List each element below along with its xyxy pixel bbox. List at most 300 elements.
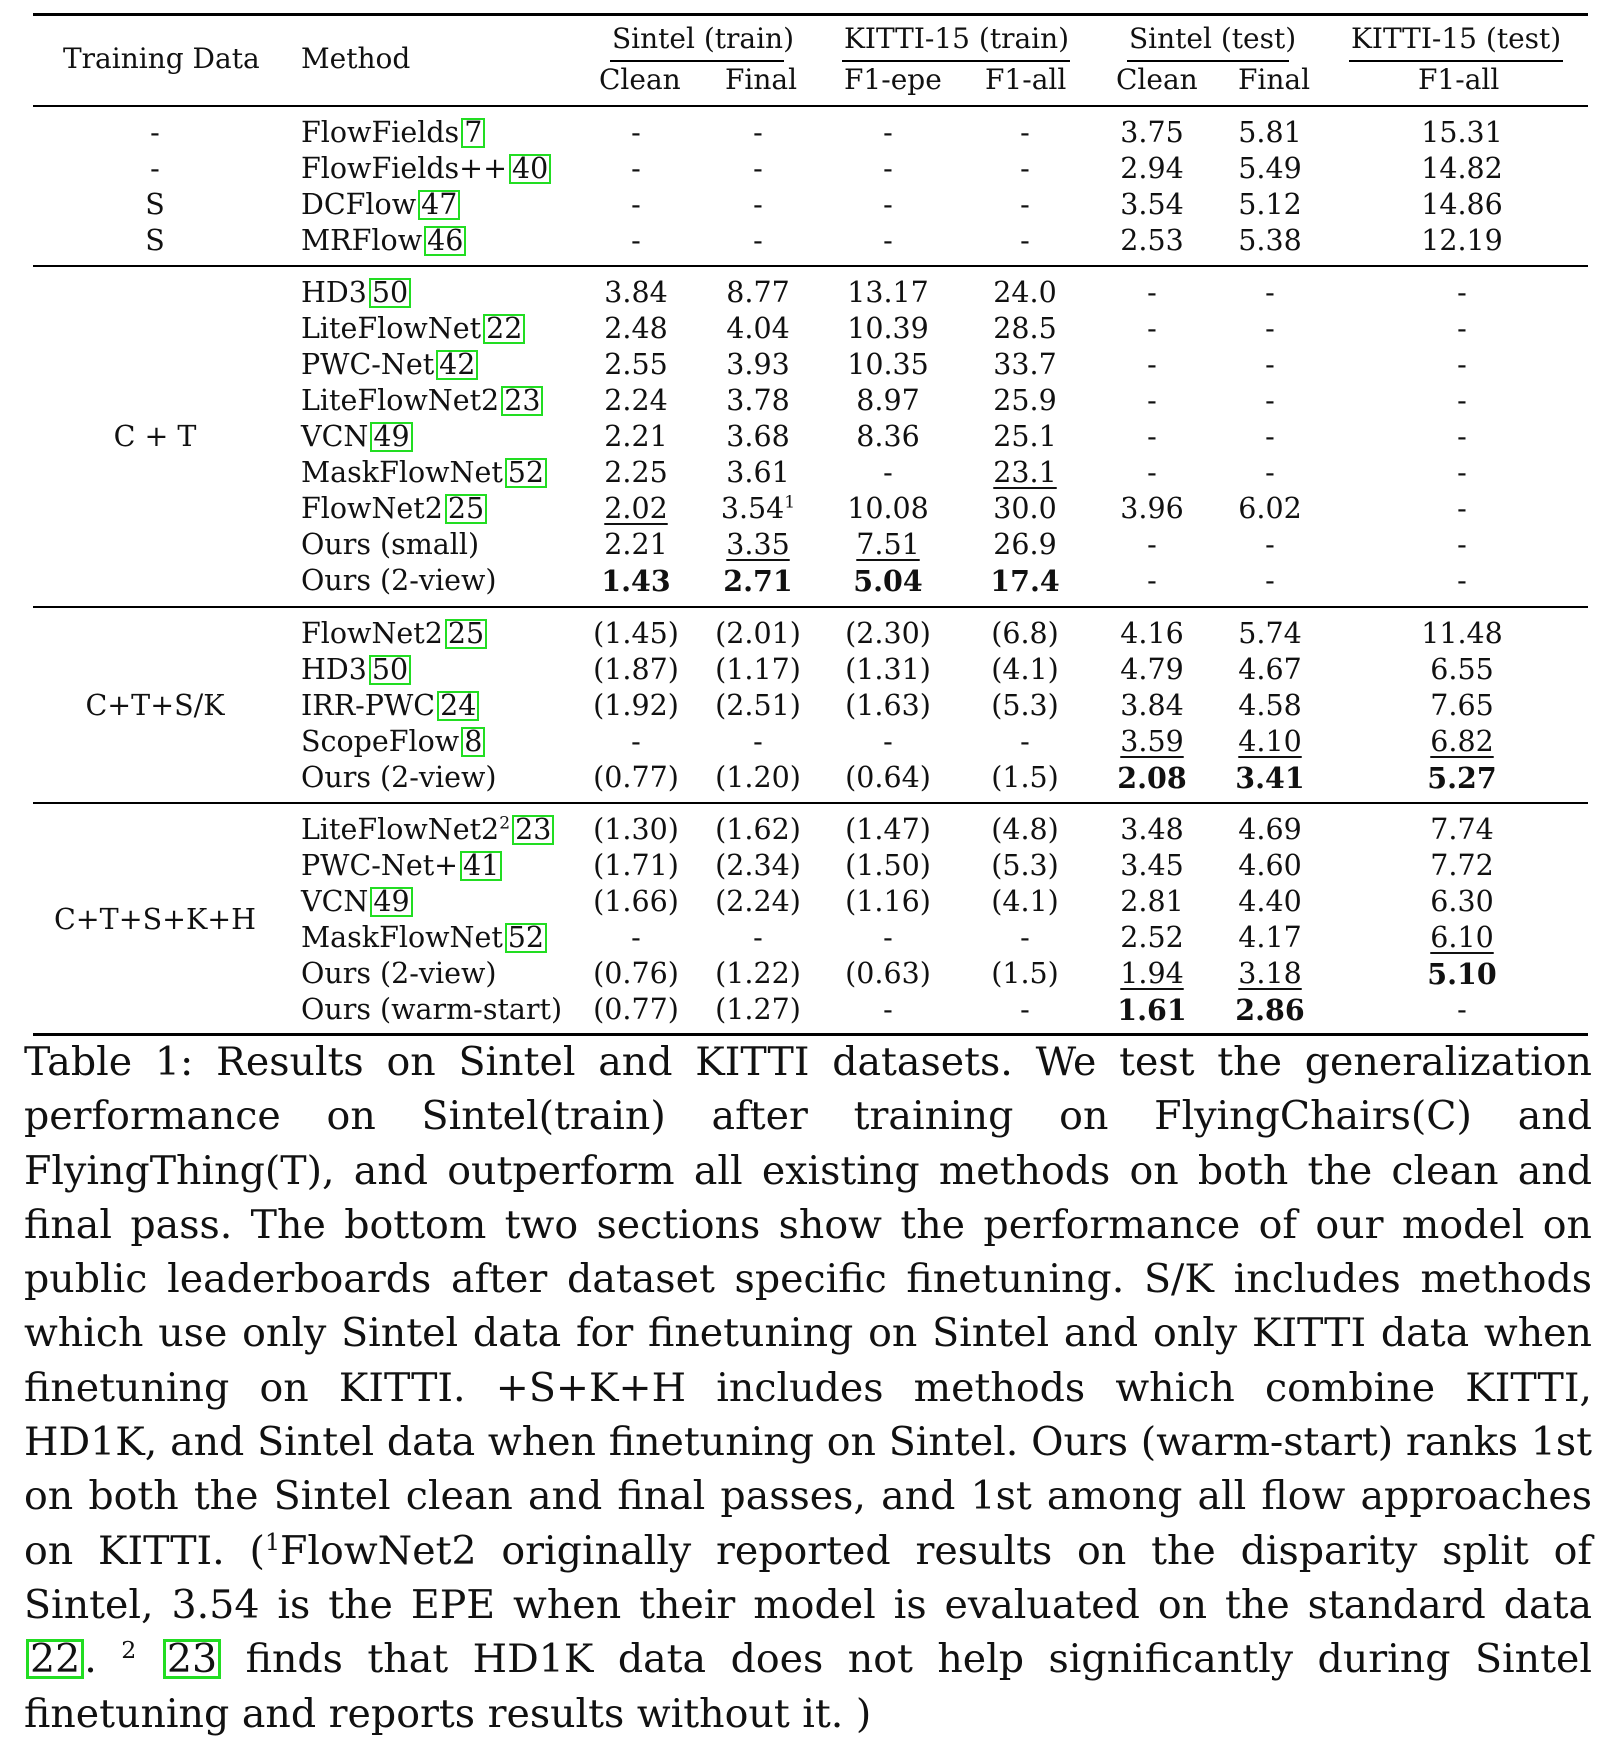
training-data-label: C+T+S+K+H xyxy=(53,903,257,936)
cell-value: 2.52 xyxy=(1120,921,1184,954)
cell-value: 6.30 xyxy=(1430,885,1494,918)
cell-value: - xyxy=(631,725,641,758)
citation-link[interactable]: 52 xyxy=(505,458,547,488)
cell-value: (0.77) xyxy=(593,761,679,794)
cell-value: 8.97 xyxy=(856,384,920,417)
cell-value: 2.55 xyxy=(604,348,668,381)
header-rule xyxy=(33,105,1588,107)
cell-value: - xyxy=(883,152,893,185)
method-name: DCFlow xyxy=(301,188,417,221)
cell-value: - xyxy=(883,224,893,257)
citation-link[interactable]: 22 xyxy=(26,1639,84,1679)
cell-value: 2.81 xyxy=(1120,885,1184,918)
cell-value: 14.82 xyxy=(1421,152,1503,185)
cell-value: 3.96 xyxy=(1120,492,1184,525)
cell-value: 2.48 xyxy=(604,312,668,345)
cell-value: 10.08 xyxy=(847,492,929,525)
citation-link[interactable]: 8 xyxy=(461,727,485,757)
table-cell xyxy=(1020,993,1030,1027)
caption-text xyxy=(136,1636,160,1682)
caption-footnote-mark: 2 xyxy=(121,1636,137,1665)
table-cell xyxy=(1430,653,1493,687)
citation-link[interactable]: 23 xyxy=(163,1639,221,1679)
cell-value: (1.50) xyxy=(845,849,931,882)
cell-value: 1.43 xyxy=(601,564,671,598)
table-cell xyxy=(1265,348,1275,382)
caption-text: . xyxy=(84,1636,122,1683)
header-group-line xyxy=(842,60,1070,62)
cell-value: (1.71) xyxy=(593,849,679,882)
cell-value: - xyxy=(1265,312,1275,345)
cell-value: (2.34) xyxy=(715,849,801,882)
cell-value: 3.18 xyxy=(1238,957,1302,990)
cell-value: (2.01) xyxy=(715,617,801,650)
cell-value: 7.65 xyxy=(1430,689,1494,722)
cell-value: (1.5) xyxy=(991,761,1059,794)
method-name: MRFlow xyxy=(301,224,423,257)
cell-value: - xyxy=(753,224,763,257)
table-cell xyxy=(715,813,801,847)
table-cell xyxy=(1238,617,1301,651)
cell-value: - xyxy=(1457,276,1467,309)
table-cell xyxy=(726,348,789,382)
cell-value: 2.94 xyxy=(1120,152,1184,185)
cell-value: 3.48 xyxy=(1120,813,1184,846)
cell-value: (4.8) xyxy=(991,813,1059,846)
cell-value: - xyxy=(1147,564,1157,597)
citation-link[interactable]: 47 xyxy=(418,190,460,220)
cell-value: - xyxy=(1020,921,1030,954)
cell-value: 3.54 xyxy=(720,492,785,525)
method-cell xyxy=(301,384,543,418)
cell-value: 15.31 xyxy=(1421,116,1503,149)
method-cell xyxy=(301,420,413,454)
table-cell xyxy=(753,188,763,222)
table-cell xyxy=(1020,725,1030,759)
training-data-label: C+T+S/K xyxy=(85,689,225,722)
cell-value: (1.30) xyxy=(593,813,679,846)
header-method: Method xyxy=(301,42,411,75)
table-cell xyxy=(604,312,667,346)
table-cell xyxy=(1147,384,1157,418)
table-cell xyxy=(1430,813,1493,847)
table-cell xyxy=(715,653,801,687)
table-cell xyxy=(1120,617,1183,651)
cell-value: - xyxy=(1457,456,1467,489)
citation-link[interactable]: 50 xyxy=(369,655,411,685)
table-cell xyxy=(715,689,801,723)
header-training-data: Training Data xyxy=(63,42,260,75)
cell-value: - xyxy=(1457,348,1467,381)
method-name: IRR-PWC xyxy=(301,689,436,722)
cell-value: - xyxy=(753,188,763,221)
cell-value: - xyxy=(1265,384,1275,417)
table-cell xyxy=(993,276,1056,310)
method-name: ScopeFlow xyxy=(301,725,460,758)
cell-value: 24.0 xyxy=(993,276,1057,309)
table-cell xyxy=(593,813,679,847)
cell-value: 6.55 xyxy=(1430,653,1494,686)
cell-value: 5.74 xyxy=(1238,617,1302,650)
cell-value: 2.24 xyxy=(604,384,668,417)
cell-value: 5.49 xyxy=(1238,152,1302,185)
cell-value: 2.08 xyxy=(1117,761,1187,795)
header-sub-clean: Clean xyxy=(1116,63,1198,96)
cell-value: - xyxy=(1147,348,1157,381)
cell-value: 4.67 xyxy=(1238,653,1302,686)
cell-value: - xyxy=(1265,564,1275,597)
table-cell xyxy=(993,492,1056,526)
table-cell xyxy=(593,761,679,795)
citation-link[interactable]: 52 xyxy=(505,923,547,953)
method-name: Ours (2-view) xyxy=(301,564,497,597)
cell-value: - xyxy=(631,224,641,257)
citation-link[interactable]: 25 xyxy=(445,619,487,649)
table-cell xyxy=(1120,885,1183,919)
table-cell xyxy=(853,564,922,598)
training-data-label: - xyxy=(150,116,160,149)
training-data-label: C + T xyxy=(113,420,197,453)
method-name: LiteFlowNet2 xyxy=(301,813,500,846)
header-group-line xyxy=(1127,60,1289,62)
method-cell xyxy=(301,276,411,310)
cell-value: 25.1 xyxy=(993,420,1057,453)
citation-link[interactable]: 49 xyxy=(370,422,412,452)
table-cell xyxy=(1238,725,1301,759)
cell-value: 4.60 xyxy=(1238,849,1302,882)
table-cell xyxy=(1265,276,1275,310)
method-name: FlowNet2 xyxy=(301,617,443,650)
cell-value: 7.74 xyxy=(1430,813,1494,846)
table-cell xyxy=(1238,849,1301,883)
table-cell xyxy=(1147,276,1157,310)
method-name: LiteFlowNet2 xyxy=(301,384,500,417)
cell-value: 4.17 xyxy=(1238,921,1302,954)
table-cell xyxy=(631,921,641,955)
table-cell xyxy=(721,492,795,526)
citation-link[interactable]: 23 xyxy=(501,386,543,416)
table-cell xyxy=(993,348,1056,382)
cell-value: 2.86 xyxy=(1235,993,1305,1027)
table-cell xyxy=(1147,312,1157,346)
table-cell xyxy=(845,813,931,847)
method-cell xyxy=(301,564,497,598)
table-cell xyxy=(1238,921,1301,955)
table-cell xyxy=(1421,116,1503,150)
table-caption xyxy=(24,1035,1592,1741)
header-group-sintel-test: Sintel (test) xyxy=(1129,22,1297,55)
cell-value: - xyxy=(883,188,893,221)
table-cell xyxy=(845,761,931,795)
table-cell xyxy=(1147,456,1157,490)
cell-value: 6.02 xyxy=(1238,492,1302,525)
table-cell xyxy=(604,420,667,454)
header-group-kitti-test: KITTI-15 (test) xyxy=(1351,22,1562,55)
method-cell xyxy=(301,152,551,186)
table-cell xyxy=(1238,152,1301,186)
method-name: FlowNet2 xyxy=(301,492,443,525)
citation-link[interactable]: 46 xyxy=(424,226,466,256)
cell-value: - xyxy=(1020,152,1030,185)
cell-value: 30.0 xyxy=(993,492,1057,525)
citation-link[interactable]: 25 xyxy=(445,494,487,524)
table-cell xyxy=(993,384,1056,418)
method-cell xyxy=(301,885,413,919)
cell-value: - xyxy=(883,116,893,149)
cell-value: (1.5) xyxy=(991,957,1059,990)
table-cell xyxy=(993,420,1056,454)
citation-link[interactable]: 24 xyxy=(437,691,479,721)
table-cell xyxy=(1238,224,1301,258)
table-cell xyxy=(1430,921,1493,955)
table-cell xyxy=(845,849,931,883)
table-cell xyxy=(1147,420,1157,454)
cell-value: - xyxy=(1265,348,1275,381)
cell-value: 11.48 xyxy=(1421,617,1503,650)
table-cell xyxy=(1265,312,1275,346)
table-cell xyxy=(1120,653,1183,687)
table-cell xyxy=(991,849,1059,883)
table-cell xyxy=(715,957,801,991)
table-cell xyxy=(1238,188,1301,222)
table-cell xyxy=(593,689,679,723)
cell-value: 3.84 xyxy=(604,276,668,309)
cell-value: 3.45 xyxy=(1120,849,1184,882)
table-cell xyxy=(1427,957,1496,991)
method-name: VCN xyxy=(301,420,369,453)
method-cell xyxy=(301,653,411,687)
table-cell xyxy=(753,152,763,186)
citation-link[interactable]: 40 xyxy=(509,154,551,184)
method-name: FlowFields++ xyxy=(301,152,507,185)
training-data-label: S xyxy=(145,224,165,257)
table-cell xyxy=(1457,993,1467,1027)
cell-value: 4.69 xyxy=(1238,813,1302,846)
cell-value: - xyxy=(1020,224,1030,257)
cell-value: - xyxy=(753,921,763,954)
table-cell xyxy=(1457,420,1467,454)
cell-value: 23.1 xyxy=(993,456,1057,489)
method-name: FlowFields xyxy=(301,116,460,149)
table-cell xyxy=(1421,617,1503,651)
cell-value: (1.16) xyxy=(845,885,931,918)
method-name: PWC-Net xyxy=(301,348,435,381)
table-cell xyxy=(1238,885,1301,919)
table-cell xyxy=(726,312,789,346)
table-cell xyxy=(726,528,789,562)
table-cell xyxy=(845,653,931,687)
table-cell xyxy=(593,849,679,883)
header-sub-f1-all: F1-all xyxy=(985,63,1067,96)
method-cell xyxy=(301,188,460,222)
cell-value: - xyxy=(1457,312,1467,345)
table-cell xyxy=(715,993,801,1027)
method-cell xyxy=(301,617,487,651)
header-sub-final: Final xyxy=(1238,63,1311,96)
cell-value: 3.59 xyxy=(1120,725,1184,758)
method-name: Ours (2-view) xyxy=(301,761,497,794)
table-cell xyxy=(1120,689,1183,723)
citation-link[interactable]: 49 xyxy=(370,887,412,917)
citation-link[interactable]: 42 xyxy=(436,350,478,380)
table-cell xyxy=(1238,957,1301,991)
cell-value: - xyxy=(1147,276,1157,309)
cell-value: (6.8) xyxy=(991,617,1059,650)
cell-value: (2.51) xyxy=(715,689,801,722)
table-cell xyxy=(883,188,893,222)
citation-link[interactable]: 23 xyxy=(512,815,554,845)
cell-value: 3.35 xyxy=(726,528,790,561)
cell-value: - xyxy=(883,993,893,1026)
table-cell xyxy=(715,849,801,883)
method-cell xyxy=(301,116,485,150)
table-cell xyxy=(1020,116,1030,150)
cell-value: - xyxy=(1265,528,1275,561)
top-rule xyxy=(33,13,1588,16)
cell-value: - xyxy=(883,456,893,489)
table-cell xyxy=(753,116,763,150)
cell-value: (1.47) xyxy=(845,813,931,846)
table-cell xyxy=(1020,921,1030,955)
table-cell xyxy=(1120,152,1183,186)
cell-value: 25.9 xyxy=(993,384,1057,417)
method-cell xyxy=(301,456,547,490)
table-cell xyxy=(1120,957,1183,991)
method-cell xyxy=(301,224,466,258)
table-cell xyxy=(1120,492,1183,526)
cell-value: (1.31) xyxy=(845,653,931,686)
table-cell xyxy=(593,993,679,1027)
table-cell xyxy=(1427,761,1496,795)
table-cell xyxy=(883,224,893,258)
method-cell xyxy=(301,957,497,991)
table-cell xyxy=(1117,761,1186,795)
table-cell xyxy=(847,276,929,310)
cell-value: - xyxy=(631,152,641,185)
footnote-mark: 1 xyxy=(784,492,796,513)
citation-link[interactable]: 41 xyxy=(460,851,502,881)
cell-value: (1.92) xyxy=(593,689,679,722)
cell-value: 2.53 xyxy=(1120,224,1184,257)
table-cell xyxy=(1457,384,1467,418)
table-cell xyxy=(1147,348,1157,382)
cell-value: 10.35 xyxy=(847,348,929,381)
cell-value: 33.7 xyxy=(993,348,1057,381)
section-rule-1 xyxy=(33,265,1588,267)
training-data-label: - xyxy=(150,152,160,185)
table-cell xyxy=(1265,384,1275,418)
cell-value: 4.16 xyxy=(1120,617,1184,650)
cell-value: 6.10 xyxy=(1430,921,1494,954)
table-cell xyxy=(847,312,929,346)
table-cell xyxy=(604,276,667,310)
citation-link[interactable]: 50 xyxy=(369,278,411,308)
cell-value: - xyxy=(1457,492,1467,525)
table-cell xyxy=(726,276,789,310)
cell-value: 12.19 xyxy=(1421,224,1503,257)
cell-value: 6.82 xyxy=(1430,725,1494,758)
method-cell xyxy=(301,348,478,382)
table-cell xyxy=(991,761,1059,795)
method-name: LiteFlowNet xyxy=(301,312,482,345)
cell-value: 17.4 xyxy=(990,564,1060,598)
cell-value: (1.87) xyxy=(593,653,679,686)
table-cell xyxy=(991,885,1059,919)
cell-value: - xyxy=(1147,528,1157,561)
cell-value: (0.64) xyxy=(845,761,931,794)
cell-value: 5.27 xyxy=(1427,761,1497,795)
cell-value: 1.94 xyxy=(1120,957,1184,990)
table-cell xyxy=(715,617,801,651)
citation-link[interactable]: 22 xyxy=(483,314,525,344)
cell-value: (5.3) xyxy=(991,849,1059,882)
cell-value: 5.81 xyxy=(1238,116,1302,149)
cell-value: 2.02 xyxy=(604,492,668,525)
table-cell xyxy=(1265,528,1275,562)
table-cell xyxy=(883,921,893,955)
cell-value: - xyxy=(1147,420,1157,453)
table-cell xyxy=(604,348,667,382)
table-cell xyxy=(593,885,679,919)
cell-value: 2.21 xyxy=(604,528,668,561)
method-name: PWC-Net+ xyxy=(301,849,459,882)
cell-value: (1.63) xyxy=(845,689,931,722)
table-cell xyxy=(1238,116,1301,150)
table-cell xyxy=(883,456,893,490)
table-cell xyxy=(1265,420,1275,454)
table-cell xyxy=(991,957,1059,991)
method-name: MaskFlowNet xyxy=(301,456,503,489)
method-cell xyxy=(301,725,485,759)
cell-value: 8.77 xyxy=(726,276,790,309)
cell-value: - xyxy=(1147,312,1157,345)
cell-value: (4.1) xyxy=(991,653,1059,686)
table-cell xyxy=(993,528,1056,562)
table-cell xyxy=(1421,224,1503,258)
table-cell xyxy=(1238,653,1301,687)
method-cell xyxy=(301,689,479,723)
cell-value: - xyxy=(1457,564,1467,597)
table-cell xyxy=(993,312,1056,346)
method-name: HD3 xyxy=(301,276,367,309)
cell-value: 3.68 xyxy=(726,420,790,453)
cell-value: 5.10 xyxy=(1427,957,1497,991)
table-cell xyxy=(845,689,931,723)
cell-value: (1.27) xyxy=(715,993,801,1026)
cell-value: 8.36 xyxy=(856,420,920,453)
section-rule-3 xyxy=(33,802,1588,804)
header-sub-f1-epe: F1-epe xyxy=(844,63,942,96)
method-cell xyxy=(301,993,562,1027)
table-cell xyxy=(1457,276,1467,310)
cell-value: - xyxy=(1020,725,1030,758)
table-cell xyxy=(1120,725,1183,759)
cell-value: (1.22) xyxy=(715,957,801,990)
method-cell xyxy=(301,813,554,847)
cell-value: 2.25 xyxy=(604,456,668,489)
cell-value: 3.75 xyxy=(1120,116,1184,149)
table-cell xyxy=(593,957,679,991)
cell-value: - xyxy=(1147,456,1157,489)
table-cell xyxy=(1421,188,1503,222)
cell-value: 13.17 xyxy=(847,276,929,309)
method-name: MaskFlowNet xyxy=(301,921,503,954)
table-cell xyxy=(1020,188,1030,222)
table-cell xyxy=(1147,528,1157,562)
citation-link[interactable]: 7 xyxy=(461,118,485,148)
cell-value: - xyxy=(631,188,641,221)
caption-text: finds that HD1K data does not help significantly during Sintel finetuning and reports results without it. ) xyxy=(24,1636,1592,1737)
